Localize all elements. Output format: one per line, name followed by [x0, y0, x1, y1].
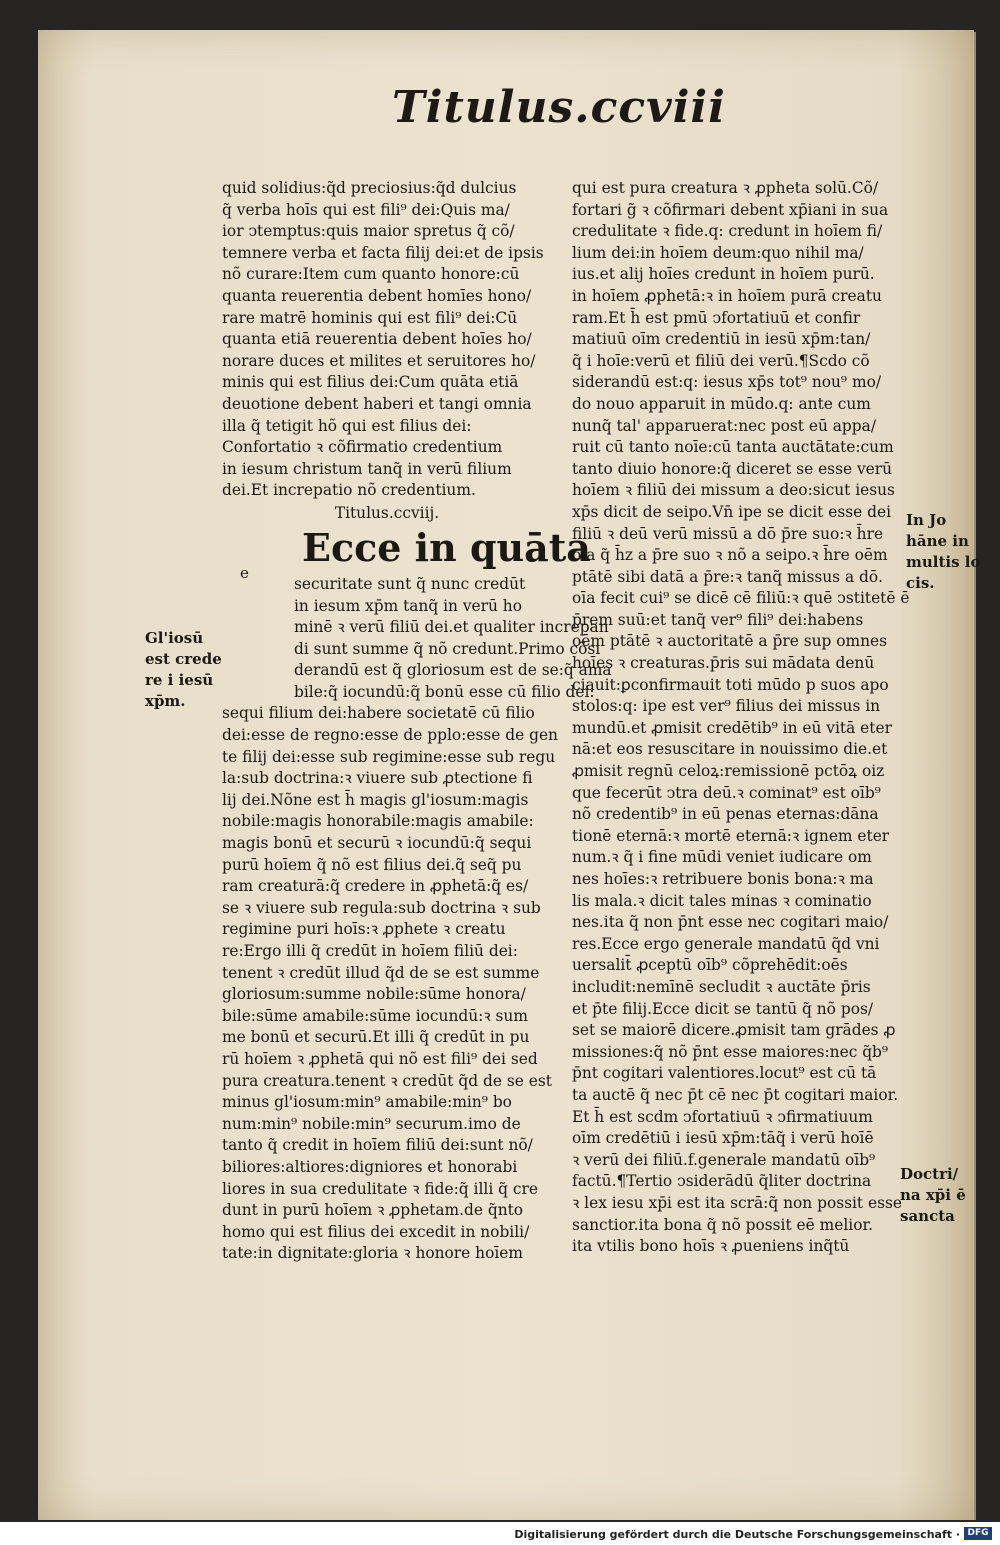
margin-note-line: hāne in	[906, 532, 969, 550]
text-line: p̄nt cogitari valentiores.locut⁹ est cū tā	[572, 1064, 877, 1083]
text-line: regimine puri hoīs:ꝛ ꝓphete ꝛ creatu	[222, 920, 506, 939]
text-line: ꝛ lex iesu xp̄i est ita scrā:q̃ non possit esse	[572, 1193, 903, 1212]
text-line: lis mala.ꝛ dicit tales minas ꝛ cominatio	[572, 891, 872, 910]
text-line: minis qui est filius dei:Cum quāta etiā	[222, 373, 519, 392]
text-line: quid solidius:q̃d preciosius:q̃d dulcius	[222, 179, 517, 197]
text-line: deuotione debent haberi et tangi omnia	[222, 394, 532, 413]
text-line: in iesum christum tanq̃ in verū filium	[222, 459, 512, 478]
text-line: ram.Et h̄ est pmū ↄfortatiuū et confir	[572, 308, 861, 327]
text-line: et p̄te filij.Ecce dicit se tantū q̃ nõ pos/	[572, 999, 874, 1018]
running-head: Titulus.ccviii	[392, 82, 726, 133]
text-line: me bonū et securū.Et illi q̃ credūt in pu	[222, 1028, 530, 1047]
text-line: nobile:magis honorabile:magis amabile:	[222, 812, 534, 831]
margin-note-line: In Jo	[906, 511, 947, 529]
text-line: nõ credentib⁹ in eū penas eternas:dāna	[572, 805, 879, 824]
text-line: te filij dei:esse sub regimine:esse sub regu	[222, 747, 556, 766]
chapter-title: Titulus.ccviij.	[334, 503, 440, 522]
text-line: sanctior.ita bona q̃ nõ possit eē melior.	[572, 1215, 874, 1234]
margin-note-right-1	[906, 510, 981, 594]
text-line: dei.Et increpatio nõ credentium.	[222, 481, 476, 500]
text-line: ꝛ verū dei filiū.f.generale mandatū oīb⁹	[572, 1150, 876, 1169]
text-line: quanta reuerentia debent homīes hono/	[222, 286, 532, 305]
text-line: derandū est q̃ gloriosum est de se:q̃ ama	[294, 661, 612, 680]
text-line: oīa fecit cui⁹ se dicē cē filiū:ꝛ quē ↄstitetē ē	[572, 589, 910, 608]
right-column-text	[572, 178, 910, 1258]
margin-note-line: na xp̄i ē	[900, 1186, 966, 1204]
text-line: tenent ꝛ credūt illud q̃d de se est summe	[222, 963, 540, 982]
text-line: Confortatio ꝛ cõfirmatio credentium	[222, 438, 503, 457]
text-line: temnere verba et facta filij dei:et de ipsis	[222, 243, 544, 262]
margin-note-line: est crede	[145, 650, 222, 668]
text-line: credulitate ꝛ fide.q: credunt in hoīem fi/	[572, 222, 883, 241]
text-line: xp̄s dicit de seipo.Vn̄ ipe se dicit esse dei	[572, 502, 892, 521]
dfg-logo: DFG	[964, 1527, 992, 1540]
text-line: missiones:q̃ nõ p̄nt esse maiores:nec q̃b⁹	[572, 1042, 889, 1061]
text-line: nā:et eos resuscitare in nouissimo die.et	[572, 740, 888, 759]
text-line: num:min⁹ nobile:min⁹ securum.imo de	[222, 1114, 521, 1133]
text-line: fortari g̃ ꝛ cõfirmari debent xp̄iani in sua	[572, 200, 889, 219]
text-line: nunq̃ tal' apparuerat:nec post eū appa/	[572, 416, 877, 435]
margin-note-line: cis.	[906, 574, 935, 592]
text-line: dunt in purū hoīem ꝛ ꝓphetam.de q̃nto	[222, 1201, 524, 1220]
text-line: dei:esse de regno:esse de pplo:esse de gen	[222, 726, 558, 745]
text-line: siderandū est:q: iesus xp̄s tot⁹ nou⁹ mo/	[572, 373, 882, 392]
right-column	[572, 178, 910, 1258]
text-line: matiuū oīm credentiū in iesū xp̄m:tan/	[572, 330, 871, 349]
text-line: factū.¶Tertio ↄsiderādū q̃liter doctrina	[572, 1172, 872, 1191]
text-line: gloriosum:summe nobile:sūme honora/	[222, 985, 526, 1004]
text-line: liores in sua credulitate ꝛ fide:q̃ illi q̃ cre	[222, 1179, 538, 1198]
text-line: homo qui est filius dei excedit in nobili/	[222, 1222, 530, 1241]
text-line: re:Ergo illi q̃ credūt in hoīem filiū dei:	[222, 942, 518, 960]
margin-note-line: sancta	[900, 1207, 955, 1225]
text-line: norare duces et milites et seruitores ho/	[222, 351, 536, 370]
text-line: in hoīem ꝓphetā:ꝛ in hoīem purā creatu	[572, 286, 882, 305]
margin-note-line: re i iesū	[145, 671, 214, 689]
text-line: que fecerūt ↄtra deū.ꝛ cominat⁹ est oīb⁹	[572, 783, 881, 802]
text-line: bile:q̃ iocundū:q̃ bonū esse cū filio dei:	[294, 682, 595, 701]
text-line: q̃ verba hoīs qui est fili⁹ dei:Quis ma/	[222, 200, 510, 219]
text-line: ptātē sibi datā a p̄re:ꝛ tanq̃ missus a dō.	[572, 567, 884, 586]
decorated-initial: Ecce in quāta	[302, 524, 591, 570]
text-line: ior ↄtemptus:quis maior spretus q̃ cõ/	[222, 222, 515, 241]
text-line: oīa q̃ h̄z a p̄re suo ꝛ nõ a seipo.ꝛ h̄re oēm	[572, 546, 888, 565]
text-line: nes.ita q̃ non p̄nt esse nec cogitari maio/	[572, 913, 889, 932]
text-line: hoīem ꝛ filiū dei missum a deo:sicut iesus	[572, 481, 895, 500]
text-line: tionē eternā:ꝛ mortē eternā:ꝛ ignem eter	[572, 826, 890, 845]
margin-note-line: multis lo	[906, 553, 981, 571]
footer-credit: Digitalisierung gefördert durch die Deutsche Forschungsgemeinschaft ·	[514, 1528, 960, 1541]
text-line: minus gl'iosum:min⁹ amabile:min⁹ bo	[222, 1093, 512, 1112]
margin-note-left	[145, 628, 220, 712]
margin-note-line: Gl'iosū	[145, 629, 204, 647]
text-line: illa q̃ tetigit hõ qui est filius dei:	[222, 416, 472, 435]
text-line: num.ꝛ q̃ i fine mūdi veniet iudicare om	[572, 848, 872, 867]
left-column	[222, 178, 612, 1265]
text-line: sequi filium dei:habere societatē cū filio	[222, 704, 535, 723]
margin-note-line: Doctri/	[900, 1165, 959, 1183]
text-line: ta auctē q̃ nec p̄t cē nec p̄t cogitari maior.	[572, 1085, 899, 1104]
text-line: oēm ptātē ꝛ auctoritatē a p̄re sup omnes	[572, 632, 888, 651]
initial-row	[222, 524, 591, 582]
text-line: uersalit̄ ꝓceptū oīb⁹ cõprehēdit:oēs	[572, 956, 848, 975]
margin-note-line: xp̄m.	[145, 692, 186, 710]
guide-letter: e	[240, 563, 249, 582]
margin-note-right-2	[900, 1164, 970, 1227]
text-line: includit:nemīnē secludit ꝛ auctāte p̄ris	[572, 977, 871, 996]
text-line: filiū ꝛ deū verū missū a dō p̄re suo:ꝛ h̄re	[572, 524, 884, 543]
text-line: bile:sūme amabile:sūme iocundū:ꝛ sum	[222, 1006, 528, 1025]
left-column-indented-text	[222, 574, 612, 704]
text-line: nõ curare:Item cum quanto honore:cū	[222, 265, 520, 284]
text-line: ciauit:ꝑconfirmauit toti mūdo p suos apo	[572, 675, 889, 694]
text-line: se ꝛ viuere sub regula:sub doctrina ꝛ sub	[222, 898, 541, 917]
left-column-top-text	[222, 178, 552, 502]
text-line: la:sub doctrina:ꝛ viuere sub ꝓtectione fi	[222, 769, 533, 788]
text-line: q̃ i hoīe:verū et filiū dei verū.¶Scdo cõ	[572, 351, 870, 370]
text-line: in iesum xp̄m tanq̃ in verū ho	[294, 596, 522, 615]
text-line: ius.et alij hoīes credunt in hoīem purū.	[572, 265, 875, 284]
text-line: p̄rem suū:et tanq̃ ver⁹ fili⁹ dei:habens	[572, 610, 864, 629]
text-line: magis bonū et securū ꝛ iocundū:q̃ sequi	[222, 834, 532, 853]
text-line: res.Ecce ergo generale mandatū q̃d vni	[572, 934, 880, 953]
text-line: tate:in dignitate:gloria ꝛ honore hoīem	[222, 1244, 523, 1263]
text-line: tanto q̃ credit in hoīem filiū dei:sunt nõ/	[222, 1136, 533, 1155]
text-line: minē ꝛ verū filiū dei.et qualiter increpan	[294, 618, 609, 637]
text-line: stolos:q: ipe est ver⁹ filius dei missus in	[572, 697, 881, 716]
text-line: hoīes ꝛ creaturas.p̄ris sui mādata denū	[572, 654, 875, 673]
text-line: set se maiorē dicere.ꝓmisit tam grādes ꝓ	[572, 1021, 896, 1040]
text-line: nes hoīes:ꝛ retribuere bonis bona:ꝛ ma	[572, 870, 874, 888]
text-line: rare matrē hominis qui est fili⁹ dei:Cū	[222, 308, 518, 327]
text-line: tanto diuio honore:q̃ diceret se esse verū	[572, 459, 893, 478]
text-line: biliores:altiores:digniores et honorabi	[222, 1157, 518, 1176]
text-line: securitate sunt q̃ nunc credūt	[294, 574, 526, 593]
text-line: oīm credētiū i iesū xp̄m:tāq̃ i verū hoīē	[572, 1129, 874, 1148]
text-line: purū hoīem q̃ nõ est filius dei.q̃ seq̃ pu	[222, 855, 522, 874]
text-line: qui est pura creatura ꝛ ꝓpheta solū.Cõ/	[572, 179, 879, 197]
text-line: lium dei:in hoīem deum:quo nihil ma/	[572, 243, 864, 262]
text-line: ruit cū tanto noīe:cū tanta auctātate:cum	[572, 438, 894, 457]
text-line: do nouo apparuit in mūdo.q: ante cum	[572, 394, 871, 413]
text-line: ꝓmisit regnū celoꝝ:remissionē pctōꝝ oiz	[572, 762, 885, 781]
text-line: pura creatura.tenent ꝛ credūt q̃d de se est	[222, 1071, 552, 1090]
text-line: ram creaturā:q̃ credere in ꝓphetā:q̃ es/	[222, 877, 529, 896]
text-line: mundū.et ꝓmisit credētib⁹ in eū vitā eter	[572, 718, 892, 737]
text-line: di sunt summe q̃ nõ credunt.Primo cõsi	[294, 639, 601, 658]
text-line: Et h̄ est scdm ↄfortatiuū ꝛ ↄfirmatiuum	[572, 1107, 873, 1126]
text-line: lij dei.Nõne est h̄ magis gl'iosum:magis	[222, 790, 529, 809]
left-column-bottom-text	[222, 703, 558, 1264]
text-line: ita vtilis bono hoīs ꝛ ꝓueniens inq̃tū	[572, 1237, 850, 1256]
text-line: quanta etiā reuerentia debent hoīes ho/	[222, 330, 532, 349]
text-line: rū hoīem ꝛ ꝓphetā qui nõ est fili⁹ dei sed	[222, 1049, 538, 1068]
